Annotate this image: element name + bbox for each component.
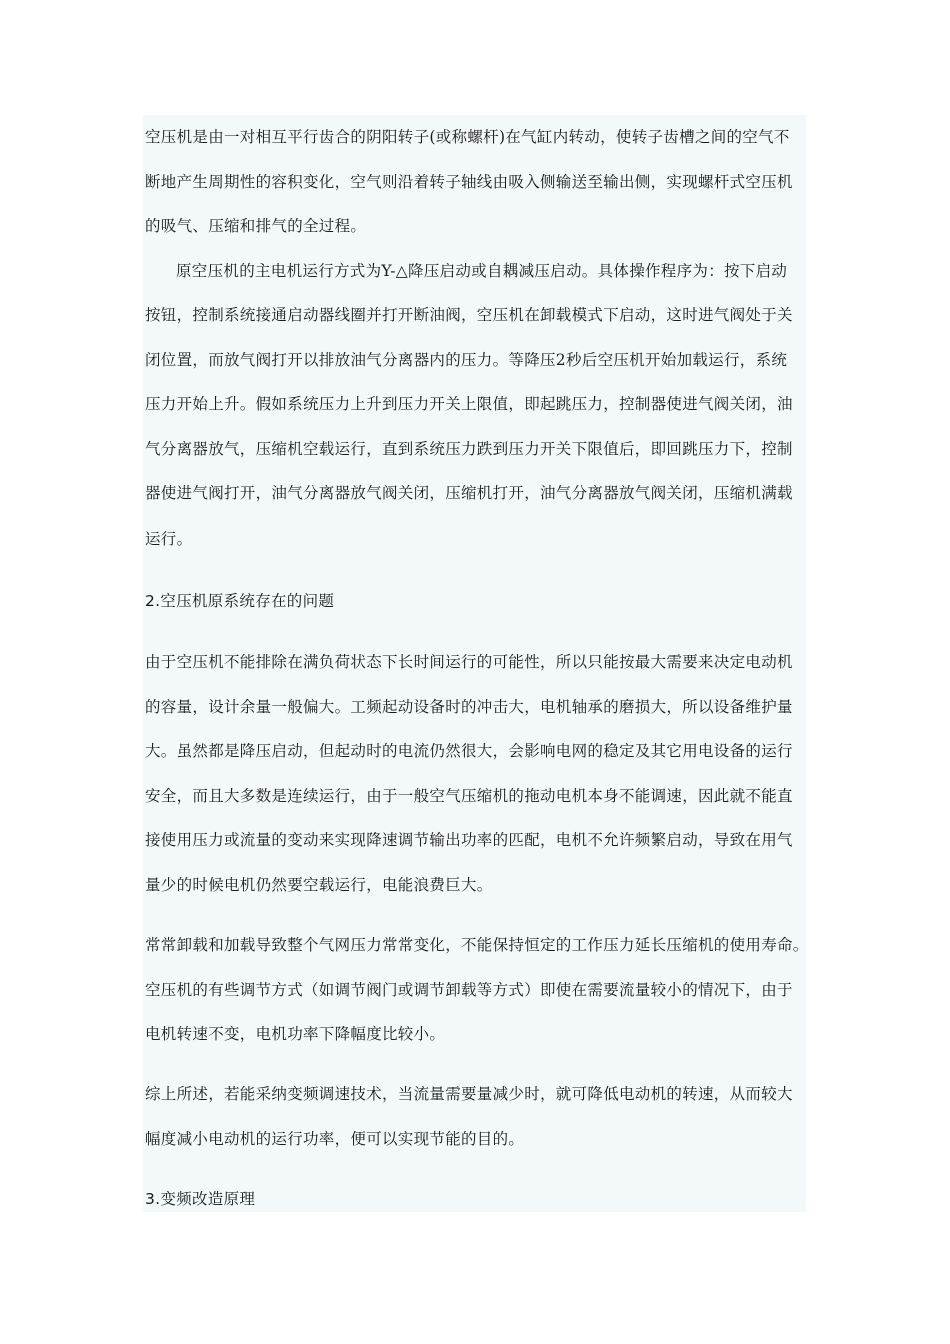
paragraph-2-line-4: 压力开始上升。假如系统压力上升到压力开关上限值，即起跳压力，控制器使进气阀关闭，油 xyxy=(145,395,793,413)
paragraph-4-line-3: 电机转速不变，电机功率下降幅度比较小。 xyxy=(145,1025,446,1043)
paragraph-5-line-2: 幅度减小电动机的运行功率，便可以实现节能的目的。 xyxy=(145,1130,525,1148)
paragraph-5-line-1: 综上所述，若能采纳变频调速技术，当流量需要量减少时，就可降低电动机的转速，从而较大 xyxy=(145,1085,793,1103)
paragraph-3-line-3: 大。虽然都是降压启动，但起动时的电流仍然很大，会影响电网的稳定及其它用电设备的运行 xyxy=(145,742,793,760)
paragraph-3-line-2: 的容量，设计余量一般偏大。工频起动设备时的冲击大，电机轴承的磨损大，所以设备维护量 xyxy=(145,698,793,716)
paragraph-2-line-3: 闭位置，而放气阀打开以排放油气分离器内的压力。等降压2秒后空压机开始加载运行，系统 xyxy=(145,351,788,369)
paragraph-2-line-5: 气分离器放气，压缩机空载运行，直到系统压力跌到压力开关下限值后，即回跳压力下，控制 xyxy=(145,440,793,458)
section-heading-3: 3.变频改造原理 xyxy=(145,1190,256,1208)
paragraph-3-line-4: 安全，而且大多数是连续运行，由于一般空气压缩机的拖动电机本身不能调速，因此就不能直 xyxy=(145,787,793,805)
paragraph-2-line-1: 原空压机的主电机运行方式为Y-△降压启动或自耦减压启动。具体操作程序为：按下启动 xyxy=(176,262,788,280)
section-heading-2: 2.空压机原系统存在的问题 xyxy=(145,592,335,610)
paragraph-3-line-6: 量少的时候电机仍然要空载运行，电能浪费巨大。 xyxy=(145,876,493,894)
paragraph-2-line-7: 运行。 xyxy=(145,530,193,548)
paragraph-3-line-1: 由于空压机不能排除在满负荷状态下长时间运行的可能性，所以只能按最大需要来决定电动机 xyxy=(145,653,793,671)
paragraph-4-line-1: 常常卸载和加载导致整个气网压力常常变化，不能保持恒定的工作压力延长压缩机的使用寿命。 xyxy=(145,936,809,954)
paragraph-1-line-3: 的吸气、压缩和排气的全过程。 xyxy=(145,217,367,235)
paragraph-1-line-2: 断地产生周期性的容积变化，空气则沿着转子轴线由吸入侧输送至输出侧，实现螺杆式空压机 xyxy=(145,173,793,191)
paragraph-2-line-6: 器使进气阀打开，油气分离器放气阀关闭，压缩机打开，油气分离器放气阀关闭，压缩机满载 xyxy=(145,484,793,502)
paragraph-2-line-2: 按钮，控制系统接通启动器线圈并打开断油阀，空压机在卸载模式下启动，这时进气阀处于关 xyxy=(145,306,793,324)
paragraph-3-line-5: 接使用压力或流量的变动来实现降速调节输出功率的匹配，电机不允许频繁启动，导致在用气 xyxy=(145,831,793,849)
paragraph-4-line-2: 空压机的有些调节方式（如调节阀门或调节卸载等方式）即使在需要流量较小的情况下，由于 xyxy=(145,981,793,999)
paragraph-1-line-1: 空压机是由一对相互平行齿合的阴阳转子(或称螺杆)在气缸内转动，使转子齿槽之间的空气不 xyxy=(145,128,790,146)
